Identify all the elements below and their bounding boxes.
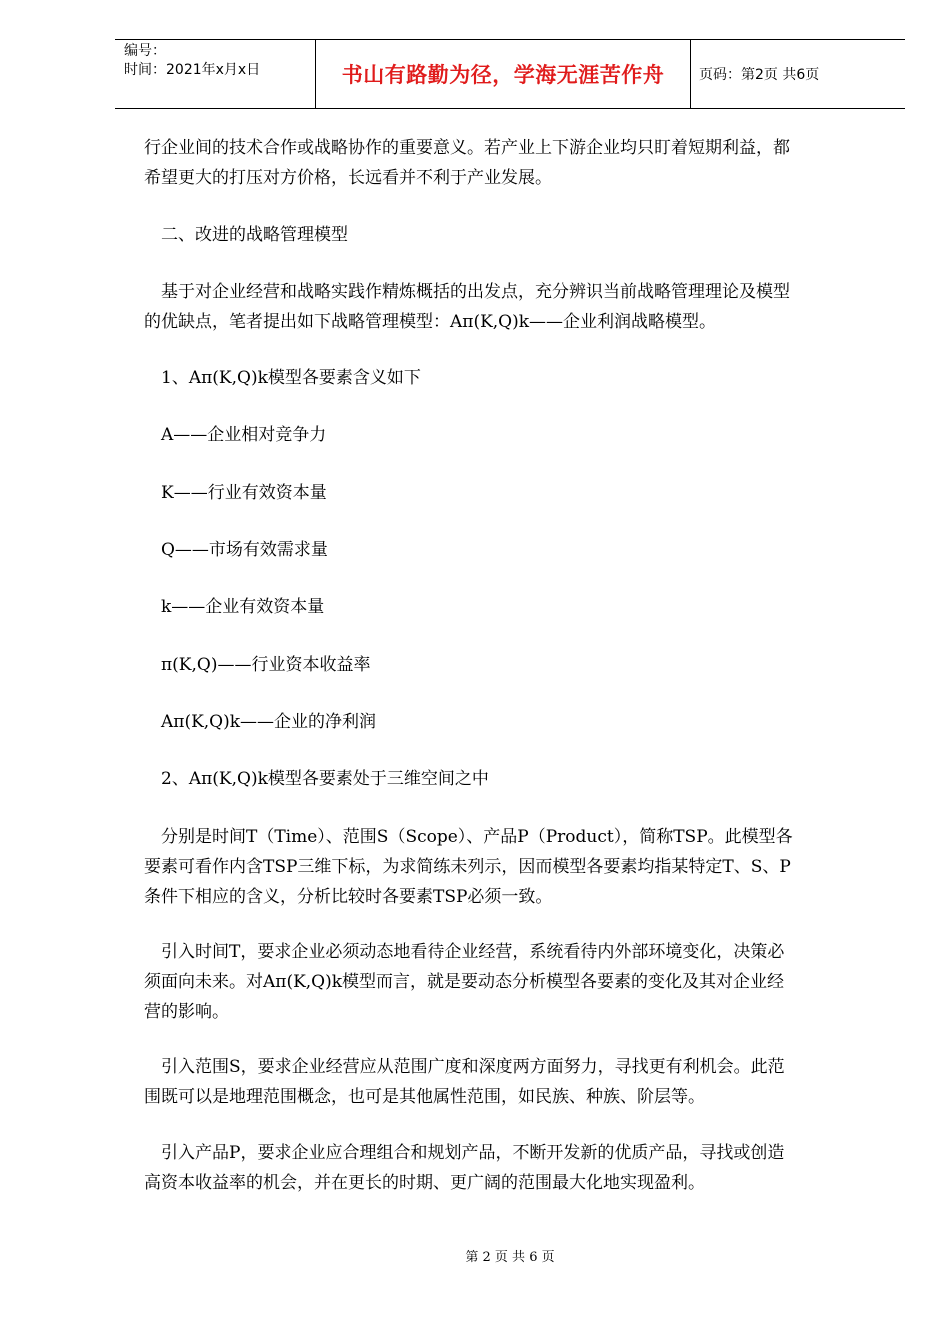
header-page-cell — [690, 40, 905, 108]
subsection-heading — [144, 363, 874, 393]
time-label: 时间：2021年x月x日 — [124, 62, 261, 78]
text-line: π(K,Q)——行业资本收益率 — [144, 655, 371, 675]
text-line: 希望更大的打压对方价格，长远看并不利于产业发展。 — [144, 168, 552, 188]
motto-text: 书山有路勤为径，学海无涯苦作舟 — [341, 63, 665, 87]
text-line: 1、Aπ(K,Q)k模型各要素含义如下 — [144, 368, 421, 388]
text-line: 高资本收益率的机会，并在更长的时期、更广阔的范围最大化地实现盈利。 — [144, 1173, 705, 1193]
paragraph — [144, 133, 874, 193]
text-line: 条件下相应的含义，分析比较时各要素TSP必须一致。 — [144, 887, 553, 907]
text-line: 须面向未来。对Aπ(K,Q)k模型而言，就是要动态分析模型各要素的变化及其对企业经 — [144, 972, 785, 992]
text-line: 的优缺点，笔者提出如下战略管理模型：Aπ(K,Q)k——企业利润战略模型。 — [144, 312, 717, 332]
header-info-cell — [115, 40, 315, 108]
paragraph — [144, 1138, 874, 1198]
text-line: 二、改进的战略管理模型 — [144, 225, 348, 245]
text-line: 2、Aπ(K,Q)k模型各要素处于三维空间之中 — [144, 769, 489, 789]
text-line: 引入范围S，要求企业经营应从范围广度和深度两方面努力，寻找更有利机会。此范 — [144, 1057, 785, 1077]
text-line: 引入时间T，要求企业必须动态地看待企业经营，系统看待内外部环境变化，决策必 — [144, 942, 785, 962]
paragraph — [144, 1052, 874, 1112]
text-line: k——企业有效资本量 — [144, 597, 325, 617]
definition-item — [144, 592, 874, 622]
page-label: 页码：第2页 共6页 — [699, 67, 820, 83]
text-line: 营的影响。 — [144, 1002, 229, 1022]
header-motto-cell — [315, 40, 691, 108]
header-table — [115, 39, 905, 109]
paragraph — [144, 277, 874, 337]
page-footer — [0, 1246, 950, 1265]
text-line: 基于对企业经营和战略实践作精炼概括的出发点，充分辨识当前战略管理理论及模型 — [144, 282, 790, 302]
text-line: 围既可以是地理范围概念，也可是其他属性范围，如民族、种族、阶层等。 — [144, 1087, 705, 1107]
text-line: K——行业有效资本量 — [144, 483, 327, 503]
definition-item — [144, 650, 874, 680]
text-line: 要素可看作内含TSP三维下标，为求简练未列示，因而模型各要素均指某特定T、S、P — [144, 857, 791, 877]
text-line: 分别是时间T（Time）、范围S（Scope）、产品P（Product），简称TSP。此模型各 — [144, 827, 793, 847]
definition-item — [144, 478, 874, 508]
text-line: Aπ(K,Q)k——企业的净利润 — [144, 712, 377, 732]
text-line: 引入产品P，要求企业应合理组合和规划产品，不断开发新的优质产品，寻找或创造 — [144, 1143, 785, 1163]
paragraph — [144, 937, 874, 1027]
number-label: 编号： — [124, 43, 166, 59]
footer-page-number: 第 2 页 共 6 页 — [465, 1250, 555, 1265]
text-line: Q——市场有效需求量 — [144, 540, 328, 560]
definition-item — [144, 420, 874, 450]
paragraph — [144, 822, 874, 912]
text-line: 行企业间的技术合作或战略协作的重要意义。若产业上下游企业均只盯着短期利益，都 — [144, 138, 790, 158]
definition-item — [144, 707, 874, 737]
subsection-heading — [144, 764, 874, 794]
definition-item — [144, 535, 874, 565]
text-line: A——企业相对竞争力 — [144, 425, 327, 445]
section-heading — [144, 220, 874, 250]
